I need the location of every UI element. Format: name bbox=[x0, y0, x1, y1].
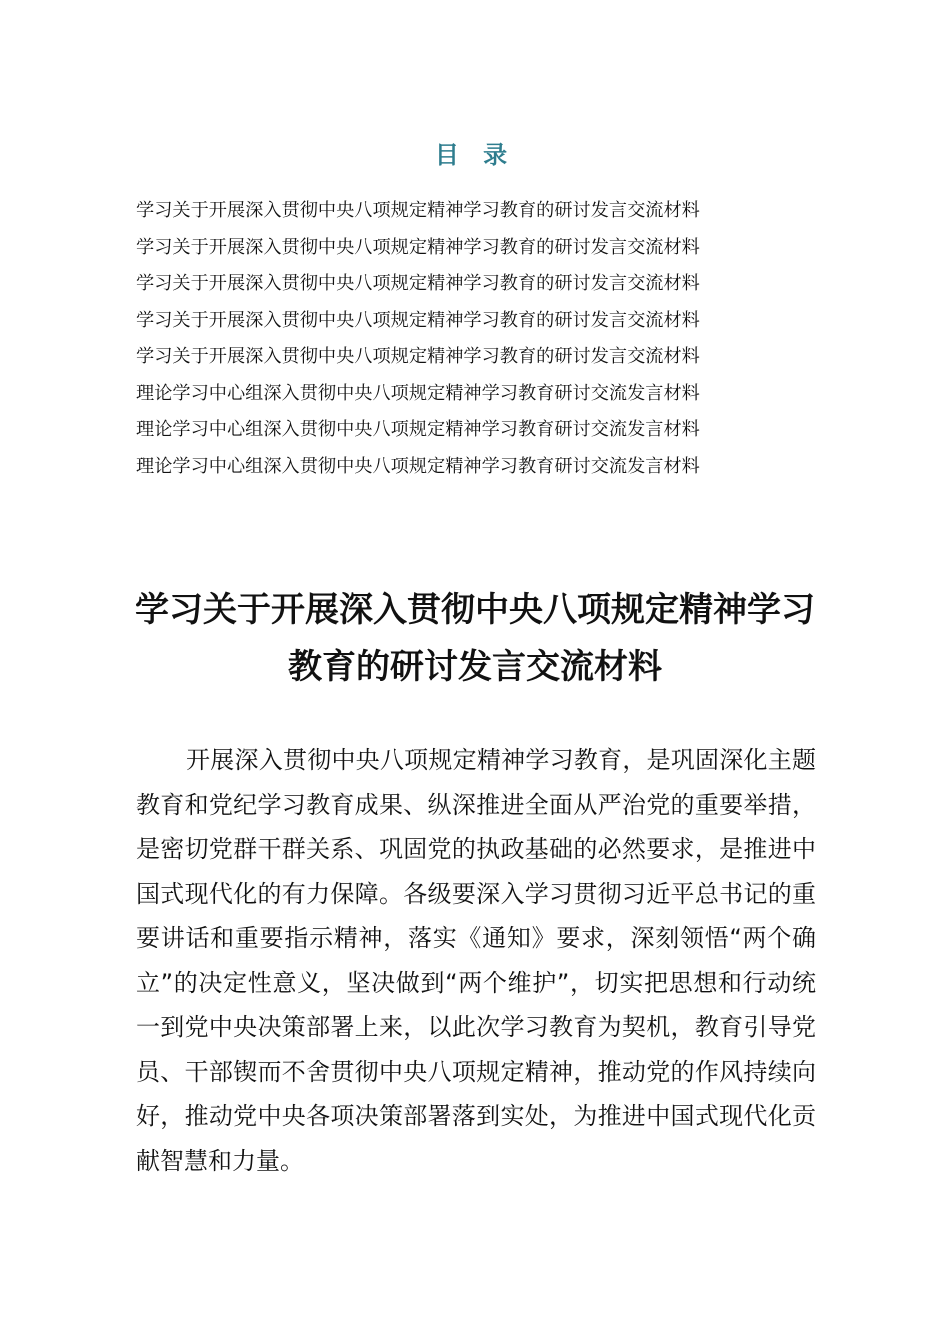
toc-item[interactable]: 学习关于开展深入贯彻中央八项规定精神学习教育的研讨发言交流材料 bbox=[136, 346, 700, 367]
toc-item[interactable]: 学习关于开展深入贯彻中央八项规定精神学习教育的研讨发言交流材料 bbox=[136, 236, 700, 258]
toc-item[interactable]: 理论学习中心组深入贯彻中央八项规定精神学习教育研讨交流发言材料 bbox=[136, 419, 700, 440]
toc-item[interactable]: 理论学习中心组深入贯彻中央八项规定精神学习教育研讨交流发言材料 bbox=[136, 382, 700, 404]
toc-item[interactable]: 学习关于开展深入贯彻中央八项规定精神学习教育的研讨发言交流材料 bbox=[136, 200, 700, 221]
toc-item[interactable]: 学习关于开展深入贯彻中央八项规定精神学习教育的研讨发言交流材料 bbox=[136, 309, 700, 331]
table-of-contents bbox=[136, 198, 776, 490]
toc-item[interactable]: 理论学习中心组深入贯彻中央八项规定精神学习教育研讨交流发言材料 bbox=[136, 455, 700, 477]
body-paragraph: 开展深入贯彻中央八项规定精神学习教育，是巩固深化主题教育和党纪学习教育成果、纵深推进全面从严治党的重要举措，是密切党群干群关系、巩固党的执政基础的必然要求，是推进中国式现代化的有力保障。各级要深入学习贯彻习近平总书记的重要讲话和重要指示精神，落实《通知》要求，深刻领悟“两个确立”的决定性意义，坚决做到“两个维护”，切实把思想和行动统一到党中央决策部署上来，以此次学习教育为契机，教育引导党员、干部锲而不舍贯彻中央八项规定精神，推动党的作风持续向好，推动党中央各项决策部署落到实处，为推进中国式现代化贡献智慧和力量。 bbox=[136, 746, 816, 1175]
document-title: 学习关于开展深入贯彻中央八项规定精神学习教育的研讨发言交流材料 bbox=[135, 590, 815, 687]
toc-title: 目 录 bbox=[434, 141, 516, 169]
toc-item[interactable]: 学习关于开展深入贯彻中央八项规定精神学习教育的研讨发言交流材料 bbox=[136, 273, 700, 294]
